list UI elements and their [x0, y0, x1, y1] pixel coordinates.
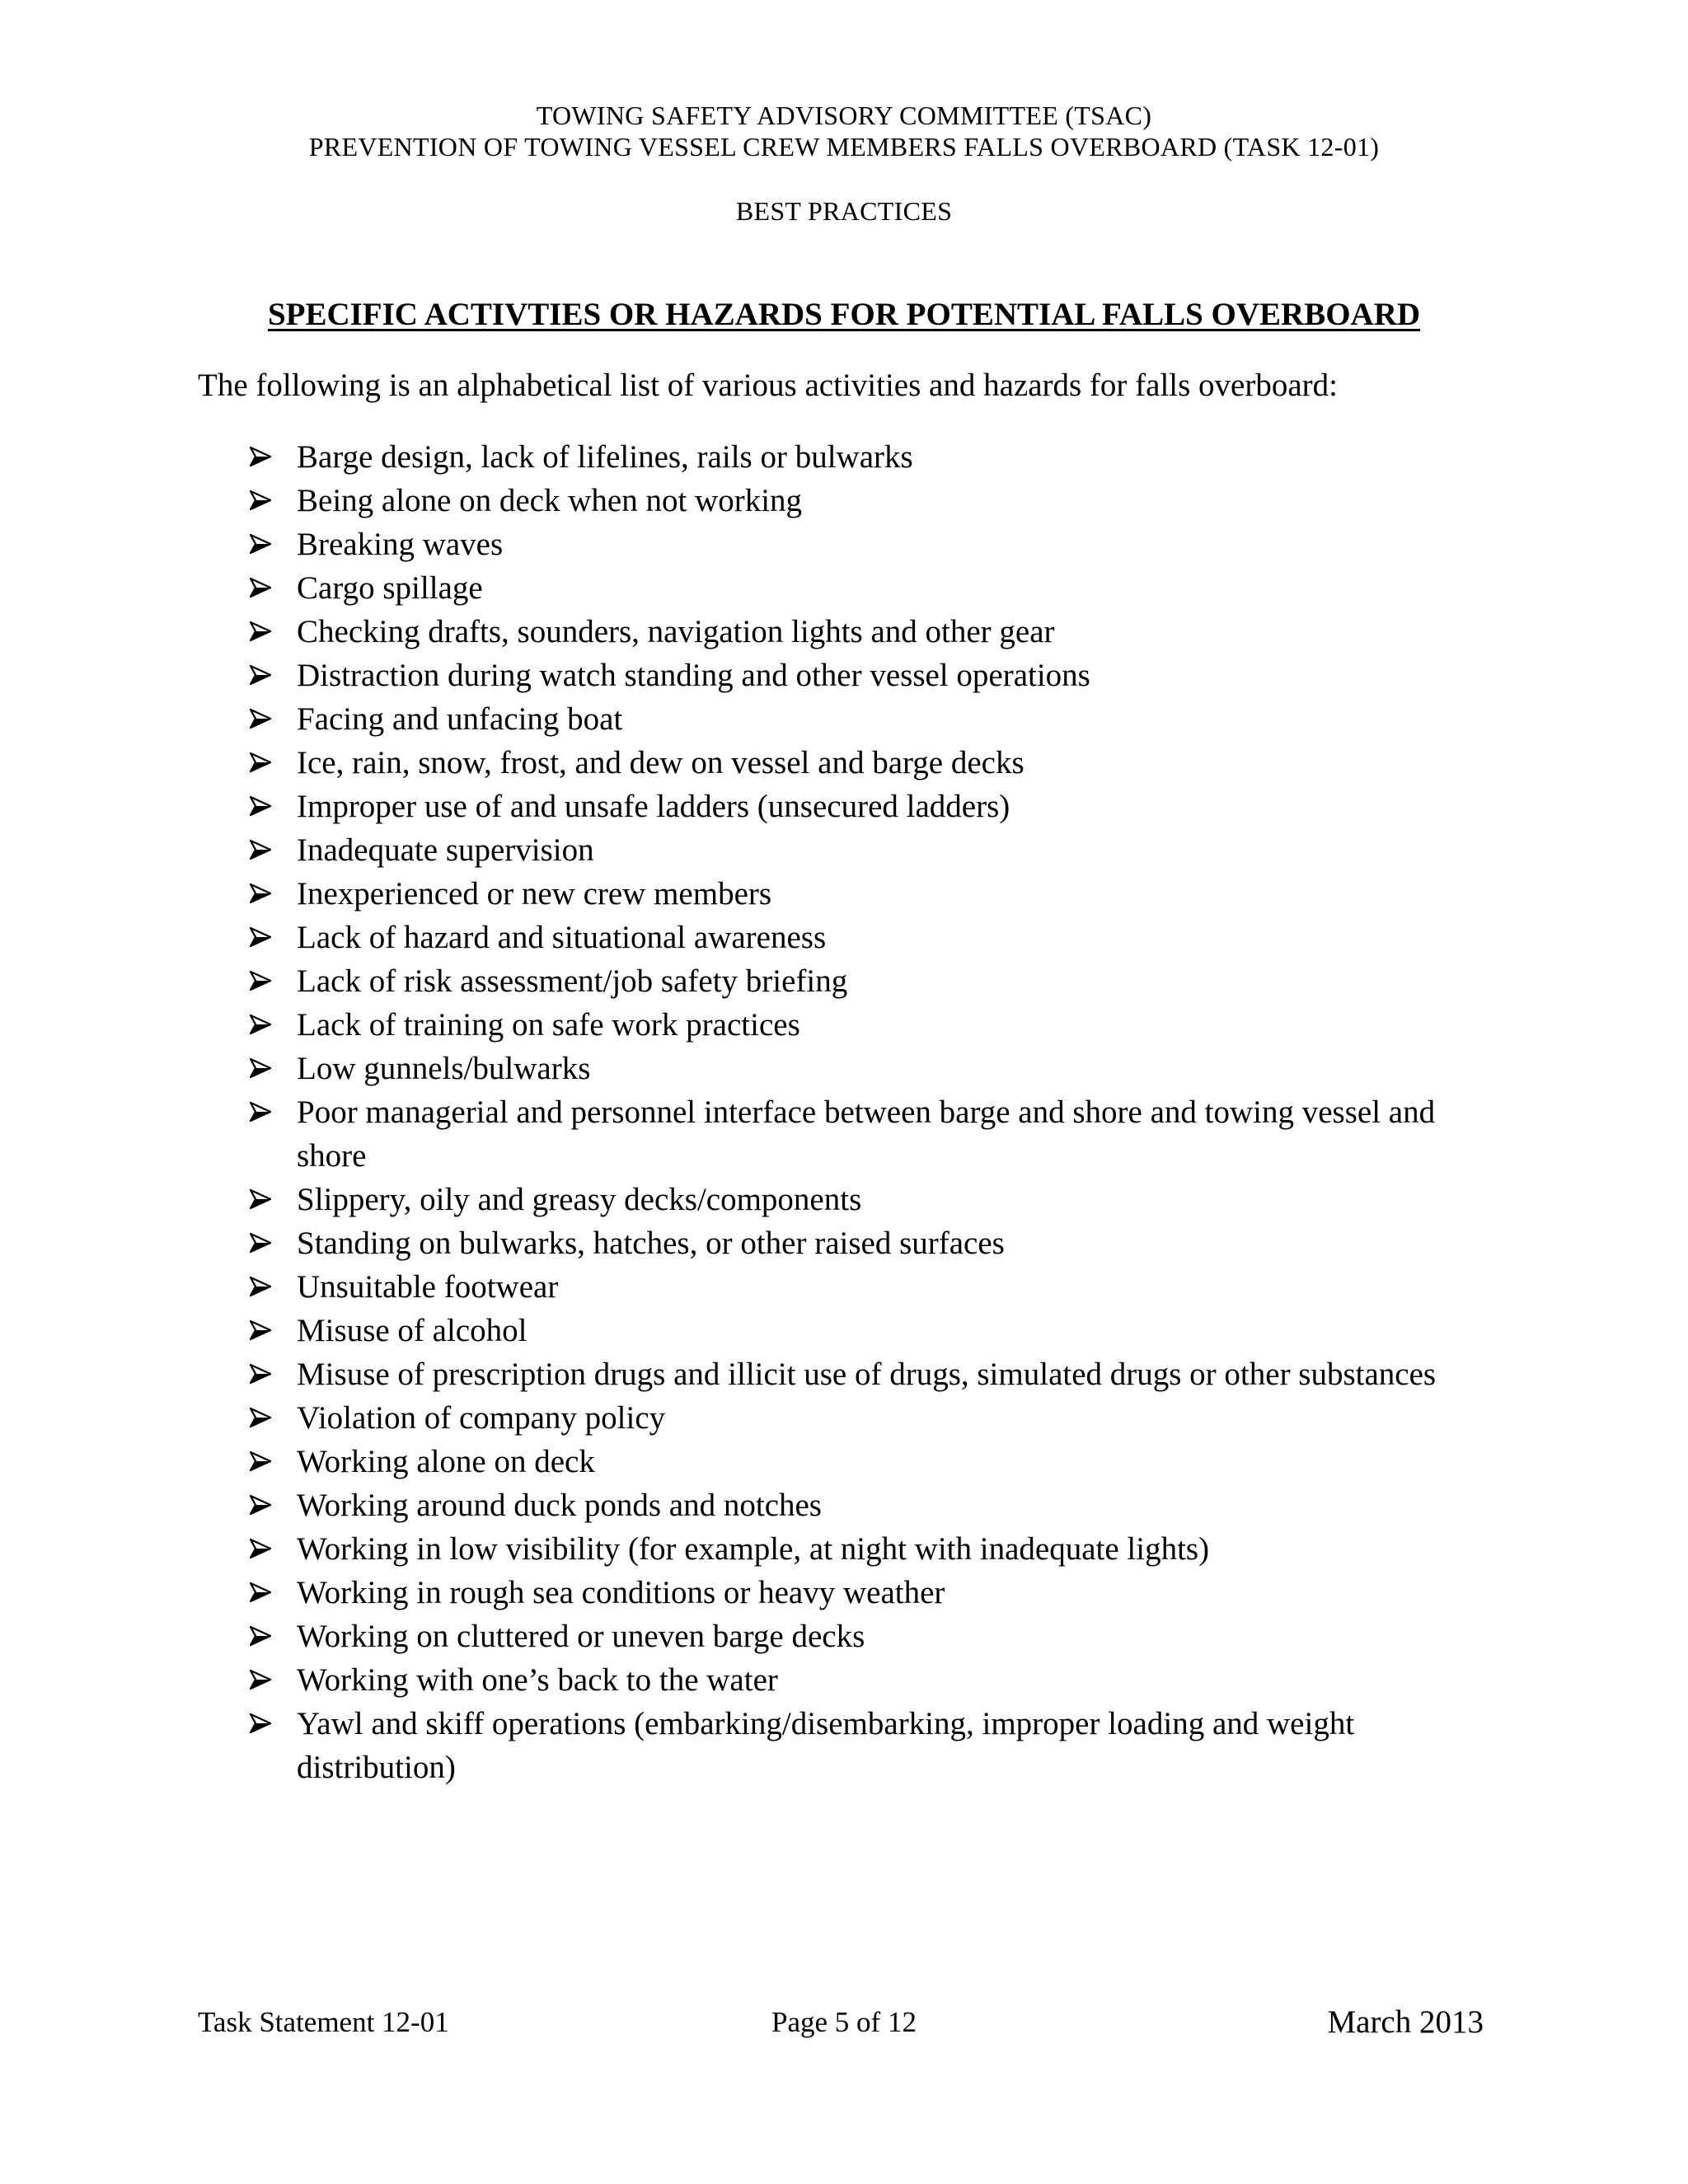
- page-title: SPECIFIC ACTIVTIES OR HAZARDS FOR POTENTIAL FALLS OVERBOARD: [267, 297, 1421, 332]
- list-item: [0, 1178, 1688, 1221]
- list-item-text: Working alone on deck: [297, 1444, 595, 1479]
- list-item: [0, 566, 1688, 610]
- arrowhead-bullet-icon: [250, 1265, 274, 1309]
- arrowhead-bullet-icon: [250, 654, 274, 697]
- list-item-text: Working in rough sea conditions or heavy weather: [297, 1575, 945, 1610]
- list-item-text: Cargo spillage: [297, 570, 483, 606]
- list-item: [0, 741, 1688, 785]
- arrowhead-bullet-icon: [250, 523, 274, 566]
- list-item-text: Yawl and skiff operations (embarking/disembarking, improper loading and weight distribution): [297, 1706, 1355, 1785]
- arrowhead-bullet-icon: [250, 1615, 274, 1658]
- arrowhead-bullet-icon: [250, 1309, 274, 1352]
- list-item: [0, 1309, 1688, 1352]
- arrowhead-bullet-icon: [250, 1527, 274, 1571]
- list-item: [0, 479, 1688, 523]
- list-item-text: Lack of hazard and situational awareness: [297, 920, 827, 955]
- list-item-text: Checking drafts, sounders, navigation lights and other gear: [297, 614, 1055, 649]
- list-item: [0, 610, 1688, 654]
- arrowhead-bullet-icon: [250, 1440, 274, 1483]
- arrowhead-bullet-icon: [250, 1571, 274, 1615]
- list-item: [0, 1571, 1688, 1615]
- arrowhead-bullet-icon: [250, 697, 274, 741]
- list-item: [0, 828, 1688, 872]
- list-item-text: Working on cluttered or uneven barge decks: [297, 1619, 865, 1654]
- list-item: [0, 1221, 1688, 1265]
- arrowhead-bullet-icon: [250, 1090, 274, 1134]
- arrowhead-bullet-icon: [250, 872, 274, 916]
- list-item-text: Misuse of prescription drugs and illicit use of drugs, simulated drugs or other substances: [297, 1357, 1437, 1392]
- arrowhead-bullet-icon: [250, 1352, 274, 1396]
- list-item: [0, 1615, 1688, 1658]
- hazard-list: [0, 435, 1688, 1789]
- list-item-text: Slippery, oily and greasy decks/components: [297, 1182, 862, 1217]
- list-item-text: Working around duck ponds and notches: [297, 1488, 822, 1523]
- list-item: [0, 916, 1688, 959]
- list-item: [0, 435, 1688, 479]
- list-item: [0, 1047, 1688, 1090]
- arrowhead-bullet-icon: [250, 435, 274, 479]
- list-item: [0, 959, 1688, 1003]
- list-item-text: Lack of risk assessment/job safety briefing: [297, 963, 848, 999]
- list-item-text: Distraction during watch standing and other vessel operations: [297, 658, 1090, 693]
- arrowhead-bullet-icon: [250, 828, 274, 872]
- list-item-text: Improper use of and unsafe ladders (unsecured ladders): [297, 789, 1010, 824]
- arrowhead-bullet-icon: [250, 785, 274, 828]
- arrowhead-bullet-icon: [250, 566, 274, 610]
- arrowhead-bullet-icon: [250, 916, 274, 959]
- footer-task-statement: Task Statement 12-01: [198, 2006, 449, 2038]
- arrowhead-bullet-icon: [250, 1483, 274, 1527]
- arrowhead-bullet-icon: [250, 1003, 274, 1047]
- list-item-text: Working in low visibility (for example, at night with inadequate lights): [297, 1531, 1210, 1567]
- list-item-text: Unsuitable footwear: [297, 1269, 559, 1305]
- list-item-text: Low gunnels/bulwarks: [297, 1051, 591, 1086]
- list-item-text: Breaking waves: [297, 527, 504, 562]
- arrowhead-bullet-icon: [250, 1178, 274, 1221]
- arrowhead-bullet-icon: [250, 1396, 274, 1440]
- arrowhead-bullet-icon: [250, 959, 274, 1003]
- list-item: [0, 872, 1688, 916]
- list-item-text: Working with one’s back to the water: [297, 1662, 778, 1698]
- list-item-text: Misuse of alcohol: [297, 1313, 528, 1348]
- list-item-text: Facing and unfacing boat: [297, 701, 623, 737]
- list-item-text: Barge design, lack of lifelines, rails or bulwarks: [297, 439, 913, 475]
- list-item: [0, 1702, 1688, 1789]
- arrowhead-bullet-icon: [250, 1702, 274, 1746]
- arrowhead-bullet-icon: [250, 479, 274, 523]
- list-item: [0, 1527, 1688, 1571]
- list-item-text: Ice, rain, snow, frost, and dew on vessel and barge decks: [297, 745, 1025, 780]
- list-item: [0, 1352, 1688, 1396]
- intro-paragraph: The following is an alphabetical list of various activities and hazards for falls overboard:: [198, 368, 1338, 403]
- list-item: [0, 785, 1688, 828]
- list-item-text: Standing on bulwarks, hatches, or other raised surfaces: [297, 1226, 1005, 1261]
- arrowhead-bullet-icon: [250, 1047, 274, 1090]
- list-item-text: Lack of training on safe work practices: [297, 1007, 800, 1043]
- list-item: [0, 1658, 1688, 1702]
- list-item-text: Inexperienced or new crew members: [297, 876, 772, 912]
- arrowhead-bullet-icon: [250, 1221, 274, 1265]
- list-item-text: Poor managerial and personnel interface between barge and shore and towing vessel and shore: [297, 1094, 1436, 1174]
- arrowhead-bullet-icon: [250, 610, 274, 654]
- list-item: [0, 523, 1688, 566]
- list-item: [0, 1440, 1688, 1483]
- list-item-text: Being alone on deck when not working: [297, 483, 803, 518]
- list-item: [0, 1090, 1688, 1178]
- list-item: [0, 1396, 1688, 1440]
- list-item: [0, 1483, 1688, 1527]
- arrowhead-bullet-icon: [250, 741, 274, 785]
- list-item-text: Violation of company policy: [297, 1400, 666, 1436]
- list-item: [0, 1003, 1688, 1047]
- section-header: BEST PRACTICES: [735, 196, 953, 226]
- footer-page-number: Page 5 of 12: [771, 2006, 917, 2038]
- committee-header: TOWING SAFETY ADVISORY COMMITTEE (TSAC): [536, 101, 1152, 130]
- arrowhead-bullet-icon: [250, 1658, 274, 1702]
- list-item-text: Inadequate supervision: [297, 832, 594, 868]
- task-header: PREVENTION OF TOWING VESSEL CREW MEMBERS FALLS OVERBOARD (TASK 12-01): [308, 132, 1380, 162]
- footer-date: March 2013: [1327, 2004, 1484, 2040]
- list-item: [0, 1265, 1688, 1309]
- list-item: [0, 654, 1688, 697]
- list-item: [0, 697, 1688, 741]
